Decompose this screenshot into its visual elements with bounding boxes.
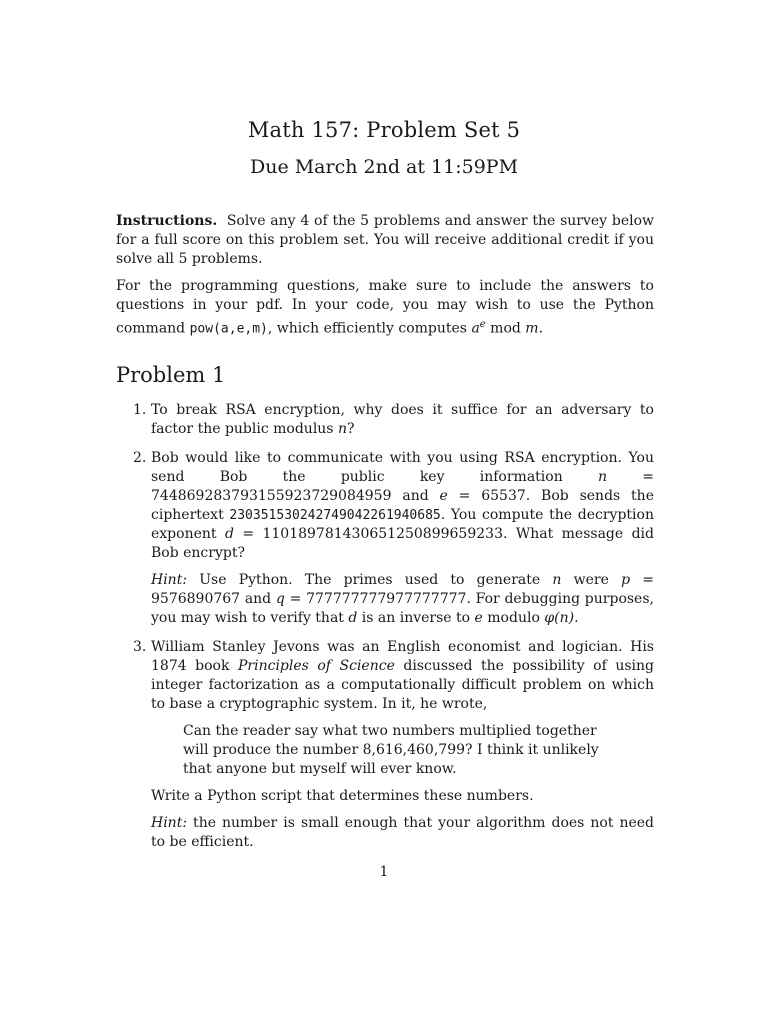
var-d: d — [348, 609, 358, 626]
hint-paragraph — [151, 571, 654, 628]
jevons-quote: Can the reader say what two numbers multiplied together will produce the number 8,616,460,799? I think it unlikely that anyone but myself will ever know. — [183, 722, 599, 777]
item-number: 2. — [133, 449, 147, 466]
period: . — [574, 609, 579, 626]
page-title: Math 157: Problem Set 5 — [247, 118, 521, 142]
item-2-text-c: . You compute the decryption exponent — [151, 506, 654, 542]
item-2-text: Bob would like to communicate with you using RSA encryption. You send Bob the public key information — [151, 449, 654, 485]
problem-item-1 — [116, 401, 654, 439]
math-e: e — [479, 319, 486, 330]
phi-n: φ(n) — [544, 609, 575, 626]
document-body — [116, 212, 654, 862]
hint-text-b: were — [561, 571, 622, 588]
hint-text: Use Python. The primes used to generate — [187, 571, 553, 588]
hint-text-d: is an inverse to — [357, 609, 475, 626]
var-p: p — [621, 571, 631, 588]
item-text — [151, 449, 654, 563]
item-2-text-d: . What message did Bob encrypt? — [151, 525, 654, 561]
question-mark: ? — [346, 420, 355, 437]
decryption-exponent-value: = 110189781430651250899659233 — [233, 525, 503, 542]
item-1-text: To break RSA encryption, why does it suffice for an adversary to factor the public modulus — [151, 401, 654, 437]
math-mod: mod — [485, 320, 526, 337]
conjunction: and — [391, 487, 440, 504]
pow-code: pow(a,e,m) — [189, 321, 268, 337]
instructions-paragraph — [116, 212, 654, 269]
math-a: a — [471, 320, 480, 337]
programming-text: For the programming questions, make sure to include the answers to questions in your pdf. In your code, you may wish to use the Python command — [116, 278, 654, 337]
due-date: Due March 2nd at 11:59PM — [249, 156, 519, 178]
instructions-heading: Instructions. — [116, 213, 218, 229]
item-number: 3. — [133, 638, 147, 655]
q-value: = 777777777977777777 — [284, 590, 467, 607]
hint-text: the number is small enough that your algorithm does not need to be efficient. — [151, 814, 654, 850]
item-number: 1. — [133, 401, 147, 418]
hint-paragraph — [151, 814, 654, 852]
var-e: e — [439, 487, 448, 504]
hint-label: Hint: — [151, 571, 188, 588]
exponent-value: = 65537. — [447, 487, 531, 504]
item-3-text-b: discussed the possibility of using integer factorization as a computationally difficult problem on which to base a cryptographic system. In it, he wrote, — [151, 657, 654, 712]
var-n: n — [597, 468, 608, 485]
item-text — [151, 401, 654, 439]
hint-label: Hint: — [151, 814, 188, 831]
programming-paragraph — [116, 277, 654, 339]
hint-text-e: modulo — [482, 609, 545, 626]
item-3-text: William Stanley Jevons was an English economist and logician. His 1874 book — [151, 638, 654, 674]
period: . — [538, 320, 544, 337]
var-n: n — [552, 571, 562, 588]
var-q: q — [275, 590, 285, 607]
page-number: 1 — [379, 864, 389, 880]
problem-item-3 — [116, 638, 654, 852]
task-text: Write a Python script that determines these numbers. — [151, 787, 534, 804]
problem-list — [116, 401, 654, 852]
var-e: e — [474, 609, 483, 626]
p-value: = 9576890767 and — [151, 571, 654, 607]
var-d: d — [224, 525, 234, 542]
problem-item-2 — [116, 449, 654, 628]
problem-1-heading: Problem 1 — [116, 362, 226, 387]
item-text — [151, 638, 654, 714]
book-title: Principles of Science — [238, 657, 395, 674]
item-2-text-b: Bob sends the ciphertext — [151, 487, 654, 523]
hint-text-c: . For debugging purposes, you may wish to verify that — [151, 590, 654, 626]
instructions-text: Solve any 4 of the 5 problems and answer the survey below for a full score on this problem set. You will receive additional credit if you solve all 5 problems. — [116, 213, 654, 267]
ciphertext-value: 230351530242749042261940685 — [229, 507, 441, 523]
programming-text-cont: , which efficiently computes — [267, 320, 472, 337]
var-n: n — [337, 420, 347, 437]
math-m: m — [525, 320, 539, 337]
modulus-value: = 7448692837931559237290849​59 — [151, 468, 655, 504]
